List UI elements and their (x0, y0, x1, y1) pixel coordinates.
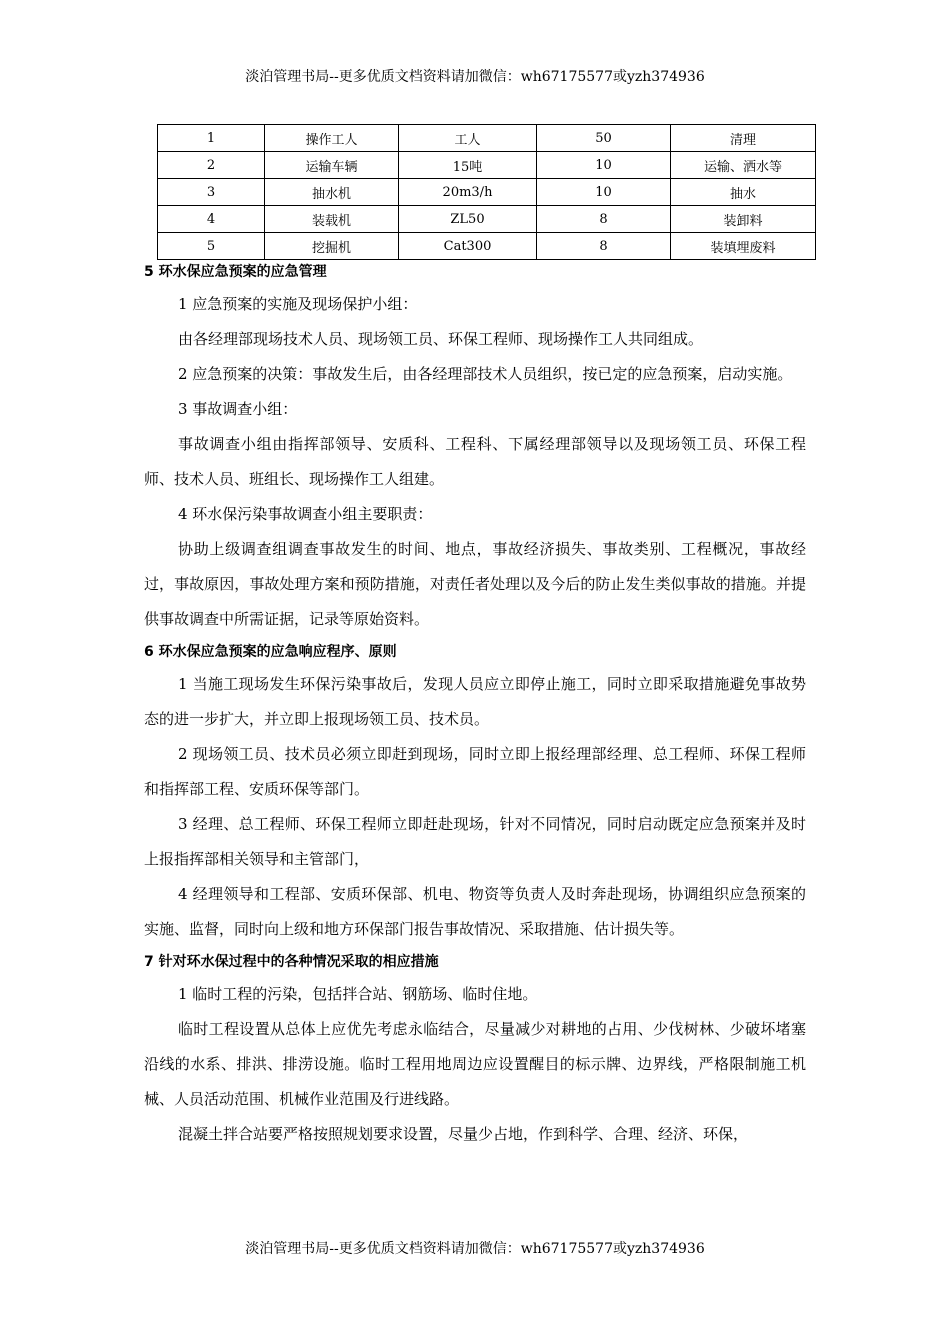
document-body (144, 257, 806, 1152)
paragraph: 4 环水保污染事故调查小组主要职责： (178, 505, 433, 523)
paragraph: 2 现场领工员、技术员必须立即赶到现场，同时立即上报经理部经理、总工程师、环保工程师和指挥部工程、安质环保等部门。 (144, 745, 806, 798)
paragraph: 事故调查小组由指挥部领导、安质科、工程科、下属经理部领导以及现场领工员、环保工程师、技术人员、班组长、现场操作工人组建。 (144, 435, 806, 488)
section-heading: 7 针对环水保过程中的各种情况采取的相应措施 (144, 954, 439, 970)
paragraph: 1 临时工程的污染，包括拌合站、钢筋场、临时住地。 (178, 985, 538, 1003)
table-cell: 50 (537, 125, 671, 152)
paragraph: 2 应急预案的决策：事故发生后，由各经理部技术人员组织，按已定的应急预案，启动实施。 (178, 365, 793, 383)
paragraph: 协助上级调查组调查事故发生的时间、地点，事故经济损失、事故类别、工程概况，事故经过，事故原因，事故处理方案和预防措施，对责任者处理以及今后的防止发生类似事故的措施。并提供事故调查中所需证据，记录等原始资料。 (144, 540, 806, 628)
table-cell: 2 (158, 152, 265, 179)
table-cell: 10 (537, 179, 671, 206)
table-cell: 操作工人 (265, 125, 399, 152)
page-header: 淡泊管理书局--更多优质文档资料请加微信：wh67175577或yzh374936 (245, 69, 705, 85)
table-cell: 15吨 (399, 152, 537, 179)
table-row (158, 152, 816, 179)
paragraph: 1 应急预案的实施及现场保护小组： (178, 295, 418, 313)
table-cell: 工人 (399, 125, 537, 152)
table-cell: 10 (537, 152, 671, 179)
table-cell: 装卸料 (671, 206, 816, 233)
paragraph: 3 经理、总工程师、环保工程师立即赶赴现场，针对不同情况，同时启动既定应急预案并及时上报指挥部相关领导和主管部门， (144, 815, 806, 868)
section-heading: 5 环水保应急预案的应急管理 (144, 264, 327, 280)
paragraph: 临时工程设置从总体上应优先考虑永临结合，尽量减少对耕地的占用、少伐树林、少破坏堵塞沿线的水系、排洪、排涝设施。临时工程用地周边应设置醒目的标示牌、边界线，严格限制施工机械、人员活动范围、机械作业范围及行进线路。 (144, 1020, 806, 1108)
table-cell: 挖掘机 (265, 233, 399, 260)
table-cell: 运输车辆 (265, 152, 399, 179)
table-cell: 清理 (671, 125, 816, 152)
paragraph: 混凝土拌合站要严格按照规划要求设置，尽量少占地，作到科学、合理、经济、环保， (178, 1125, 749, 1143)
table-cell: 抽水 (671, 179, 816, 206)
table-cell: 抽水机 (265, 179, 399, 206)
table-row (158, 233, 816, 260)
table-cell: 4 (158, 206, 265, 233)
table-cell: 装载机 (265, 206, 399, 233)
table-cell: Cat300 (399, 233, 537, 260)
paragraph: 4 经理领导和工程部、安质环保部、机电、物资等负责人及时奔赴现场，协调组织应急预案的实施、监督，同时向上级和地方环保部门报告事故情况、采取措施、估计损失等。 (144, 885, 806, 938)
paragraph: 由各经理部现场技术人员、现场领工员、环保工程师、现场操作工人共同组成。 (178, 330, 704, 348)
table-cell: 3 (158, 179, 265, 206)
table-cell: 运输、洒水等 (671, 152, 816, 179)
equipment-table (157, 124, 816, 260)
table-cell: 5 (158, 233, 265, 260)
table-cell: 8 (537, 206, 671, 233)
table-cell: 8 (537, 233, 671, 260)
paragraph: 3 事故调查小组： (178, 400, 298, 418)
page-footer: 淡泊管理书局--更多优质文档资料请加微信：wh67175577或yzh374936 (245, 1241, 705, 1257)
section-heading: 6 环水保应急预案的应急响应程序、原则 (144, 644, 397, 660)
table-cell: 装填埋废料 (671, 233, 816, 260)
table-cell: 20m3/h (399, 179, 537, 206)
table-row (158, 179, 816, 206)
table-row (158, 206, 816, 233)
paragraph: 1 当施工现场发生环保污染事故后，发现人员应立即停止施工，同时立即采取措施避免事故势态的进一步扩大，并立即上报现场领工员、技术员。 (144, 675, 806, 728)
table-row (158, 125, 816, 152)
table-cell: 1 (158, 125, 265, 152)
table-cell: ZL50 (399, 206, 537, 233)
